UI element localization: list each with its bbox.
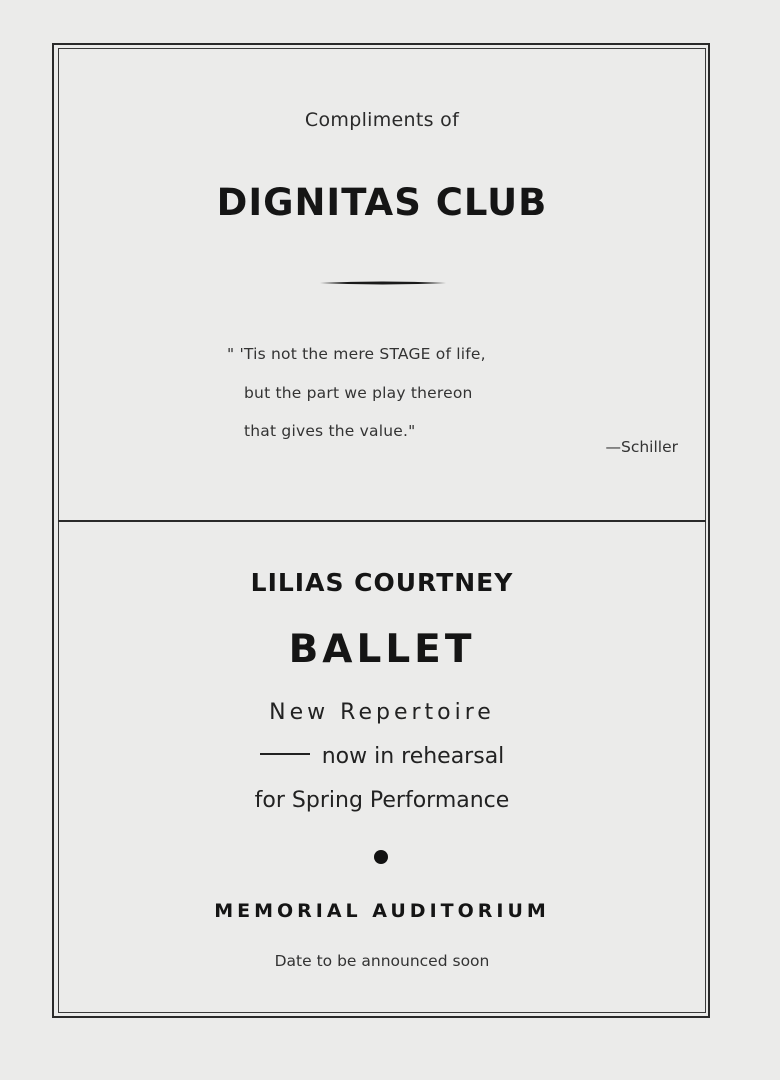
ballet-director-name: LILIAS COURTNEY xyxy=(250,568,514,597)
date-announcement: Date to be announced soon xyxy=(274,952,490,970)
quote-attribution: —Schiller xyxy=(605,438,678,456)
venue-name: MEMORIAL AUDITORIUM xyxy=(214,900,550,922)
compliments-text: Compliments of xyxy=(304,109,460,131)
quote-line-2: but the part we play thereon xyxy=(244,384,473,402)
dash-rule xyxy=(260,753,310,755)
rehearsal-line xyxy=(58,746,706,768)
quote-line-1: " 'Tis not the mere STAGE of life, xyxy=(227,345,486,363)
ballet-title: BALLET xyxy=(288,627,476,672)
quote-line-3: that gives the value." xyxy=(244,422,416,440)
rehearsal-text: now in rehearsal xyxy=(321,744,505,769)
ornamental-swell-rule xyxy=(320,280,446,286)
bullet-dot-icon xyxy=(374,850,388,864)
performance-line: for Spring Performance xyxy=(254,788,510,813)
section-divider xyxy=(58,520,706,522)
club-name-heading: DIGNITAS CLUB xyxy=(216,181,548,224)
repertoire-line: New Repertoire xyxy=(269,700,495,725)
